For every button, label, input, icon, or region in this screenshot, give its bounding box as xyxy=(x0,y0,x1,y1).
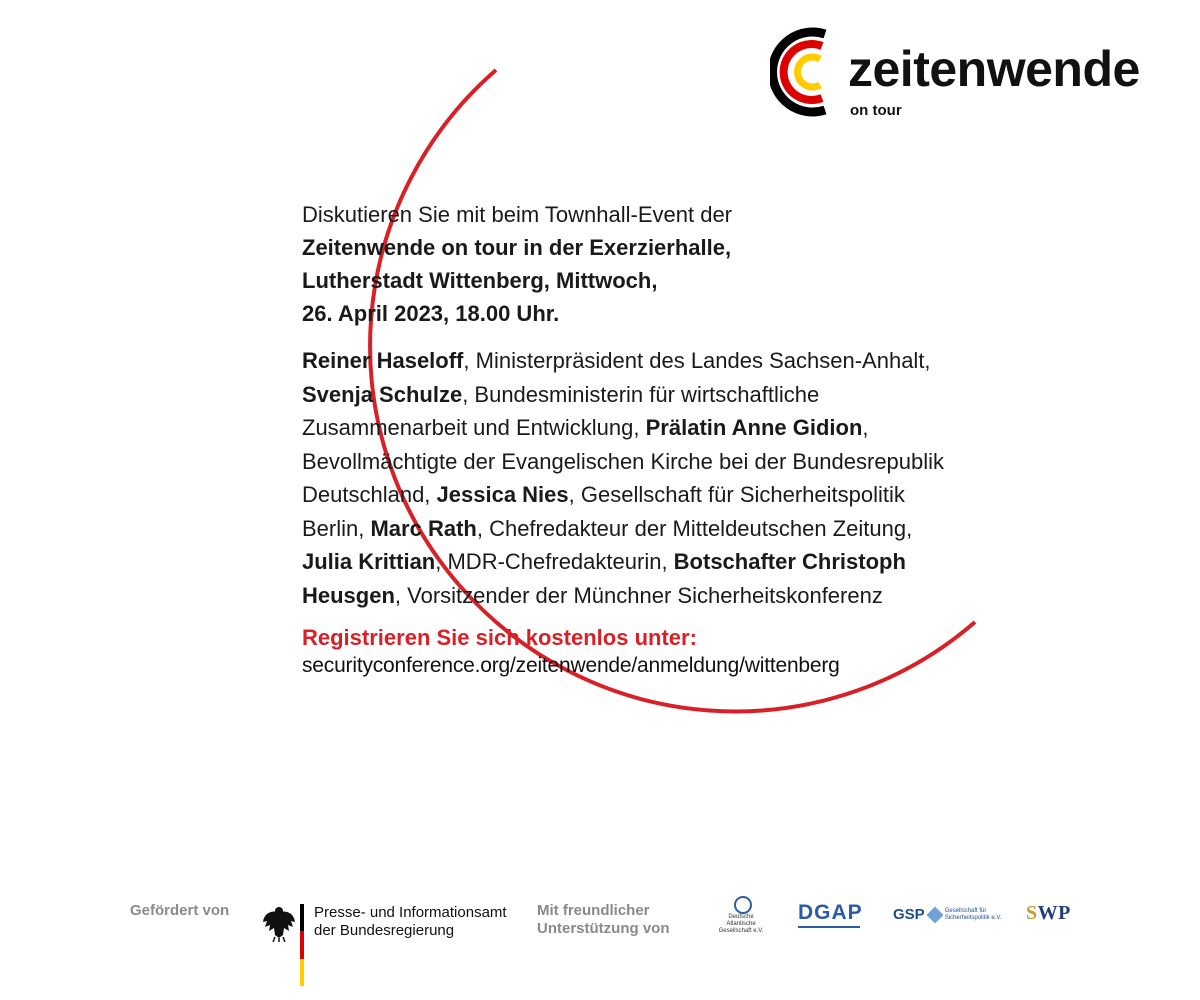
german-flag-stripe xyxy=(300,904,304,986)
logo-wordmark: zeitenwende xyxy=(848,41,1140,97)
dgap-logo xyxy=(798,902,863,928)
speaker-name: Prälatin Anne Gidion xyxy=(645,415,863,440)
federal-eagle-icon xyxy=(262,902,296,942)
event-description xyxy=(302,198,962,680)
dag-emblem-icon xyxy=(734,896,752,914)
support-label xyxy=(537,902,670,938)
gsp-name: Gesellschaft für Sicherheitspolitik e.V. xyxy=(944,907,1002,921)
support-line-2: Unterstützung von xyxy=(537,920,670,937)
logo-subtitle: on tour xyxy=(850,102,902,119)
speaker-role: , Bevollmächtigte der Evangelischen Kirche bei der Bundesrepublik Deutschland, xyxy=(302,415,945,507)
speaker-role: , MDR-Chefredakteurin, xyxy=(435,549,674,574)
speaker-role: , Gesellschaft für Sicherheitspolitik Berlin, xyxy=(302,482,905,541)
zeitenwende-logo xyxy=(770,22,1170,122)
gsp-wordmark: GSP xyxy=(893,906,925,923)
event-intro xyxy=(302,198,962,330)
speaker-name: Botschafter Christoph Heusgen xyxy=(302,549,906,608)
speaker-name: Jessica Nies xyxy=(436,482,569,507)
gsp-diamond-icon xyxy=(926,906,943,923)
dag-name: Deutsche Atlantische Gesellschaft e.V. xyxy=(718,914,764,934)
speaker-name: Julia Krittian xyxy=(302,549,436,574)
registration-url-link[interactable]: securityconference.org/zeitenwende/anmeldung/wittenberg xyxy=(302,654,840,677)
swp-letters-wp: WP xyxy=(1037,902,1071,924)
speaker-name: Marc Rath xyxy=(370,515,477,541)
speaker-role: , Bundesministerin für wirtschaftliche Zusammenarbeit und Entwicklung, xyxy=(302,381,820,440)
dgap-underline xyxy=(798,926,860,928)
bpa-name xyxy=(314,904,507,940)
support-line-1: Mit freundlicher xyxy=(537,902,650,919)
swp-logo xyxy=(1026,902,1071,925)
dgap-wordmark: DGAP xyxy=(798,901,863,924)
bpa-line-2: der Bundesregierung xyxy=(314,922,455,939)
speaker-name: Svenja Schulze xyxy=(302,381,463,407)
zeitenwende-logo-mark-icon xyxy=(770,22,840,122)
speaker-role: , Ministerpräsident des Landes Sachsen-Anhalt, xyxy=(463,348,931,373)
funded-by-label: Gefördert von xyxy=(130,902,230,919)
gsp-logo xyxy=(893,906,1011,923)
intro-lead: Diskutieren Sie mit beim Townhall-Event der xyxy=(302,202,732,227)
speaker-role: , Chefredakteur der Mitteldeutschen Zeitung, xyxy=(476,515,913,541)
speaker-name: Reiner Haseloff xyxy=(302,348,464,373)
event-date-time: 26. April 2023, 18.00 Uhr. xyxy=(302,301,560,326)
swp-letter-s: S xyxy=(1026,902,1038,924)
event-title-line-1: Zeitenwende on tour in der Exerzierhalle, xyxy=(302,235,732,260)
bpa-line-1: Presse- und Informationsamt xyxy=(314,904,507,921)
dag-logo xyxy=(716,896,766,942)
registration-label: Registrieren Sie sich kostenlos unter: xyxy=(302,625,697,650)
speaker-role: , Vorsitzender der Münchner Sicherheitskonferenz xyxy=(394,582,883,608)
event-title-line-2: Lutherstadt Wittenberg, Mittwoch, xyxy=(302,268,658,293)
speaker-list xyxy=(302,344,962,612)
